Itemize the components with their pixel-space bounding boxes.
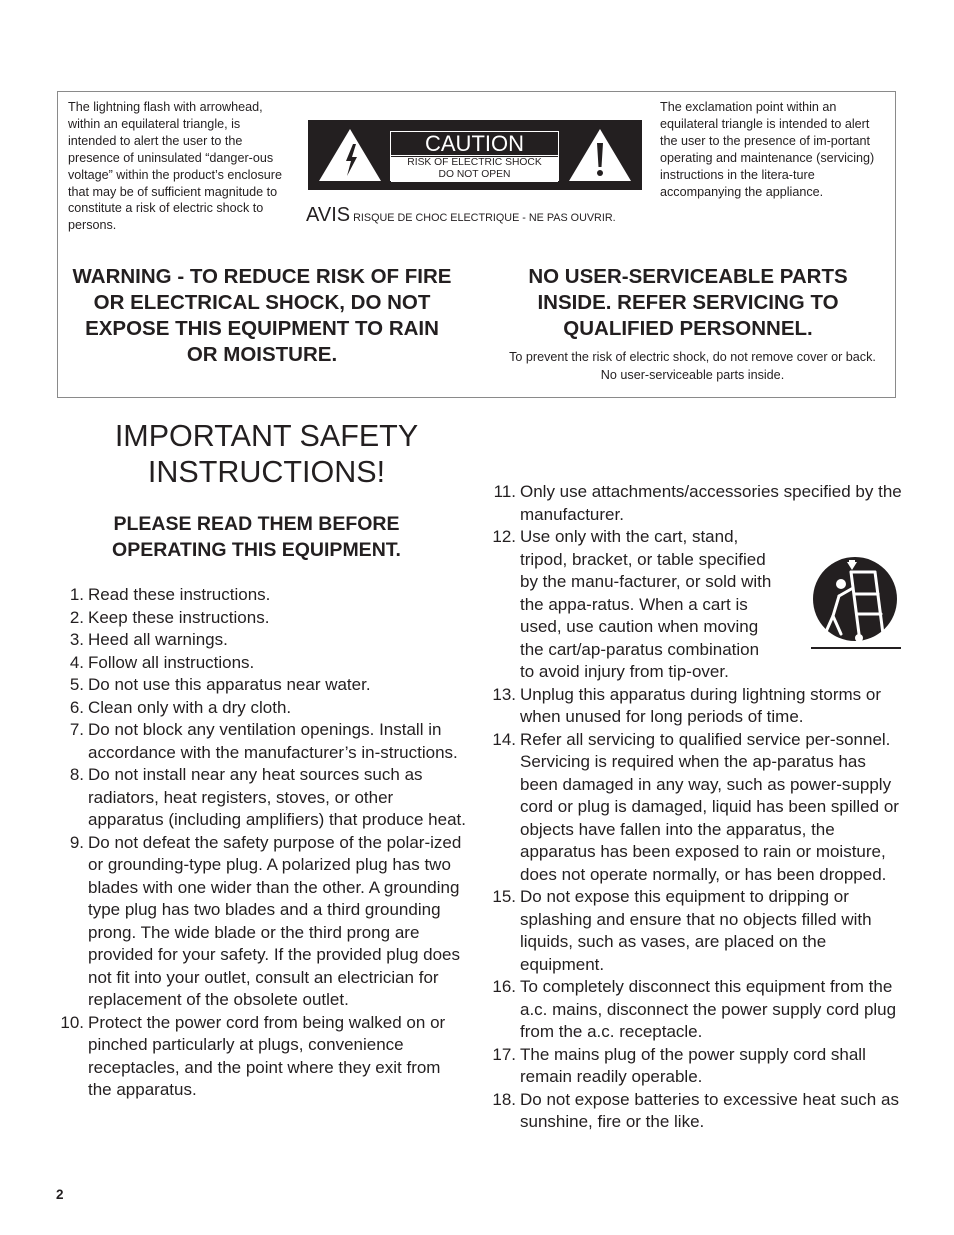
instruction-text: Do not defeat the safety purpose of the polar-ized or grounding-type plug. A polarized plug has two blades with one wider than the other. A grounding type plug has two blades and a third grounding prong. The wide blade or the third prong are provided for your safety. If the provided plug does not fit into your outlet, consult an electrician for replacement of the obsolete outlet. <box>88 832 462 1009</box>
instruction-item <box>56 607 468 630</box>
instruction-text: To completely disconnect this equipment from the a.c. mains, disconnect the power supply cord plug from the a.c. receptacle. <box>520 977 897 1041</box>
instruction-item <box>488 1044 902 1089</box>
instruction-number: 5. <box>69 675 84 694</box>
instruction-number: 15. <box>492 887 516 906</box>
instruction-item <box>56 584 468 607</box>
caution-line-1: RISK OF ELECTRIC SHOCK <box>407 157 542 168</box>
instruction-number: 2. <box>69 607 84 627</box>
instruction-item <box>488 729 902 887</box>
instruction-text: Use only with the cart, stand, tripod, bracket, or table specified by the manu-facturer, or sold with the appa-ratus. When a cart is used, use caution when moving the cart/ap-paratus combination to avoid injury from tip-over. <box>520 527 772 681</box>
instruction-number: 10. <box>60 1012 84 1032</box>
instruction-number: 12. <box>492 527 516 546</box>
instruction-text: Heed all warnings. <box>88 630 228 649</box>
instruction-item <box>56 652 468 675</box>
instruction-text: Do not expose this equipment to dripping or splashing and ensure that no objects filled with liquids, such as vases, are placed on the equipment. <box>520 887 872 974</box>
moisture-warning-heading: WARNING - TO REDUCE RISK OF FIRE OR ELECTRICAL SHOCK, DO NOT EXPOSE THIS EQUIPMENT TO RAIN OR MOISTURE. <box>72 265 452 366</box>
instruction-item <box>488 684 902 729</box>
instruction-number: 14. <box>492 729 516 749</box>
page-title: IMPORTANT SAFETY INSTRUCTIONS! <box>114 419 419 489</box>
instruction-text: Keep these instructions. <box>88 607 270 627</box>
avis-label: AVIS <box>306 204 351 226</box>
instruction-item <box>488 886 902 976</box>
exclamation-symbol-note: The exclamation point within an equilateral triangle is intended to alert the user to the presence of im-portant operating and maintenance (servicing) instructions in the litera-ture accompanying the appliance. <box>660 100 875 199</box>
instruction-item <box>488 481 902 526</box>
instruction-text: Do not block any ventilation openings. Install in accordance with the manufacturer’s in-structions. <box>88 720 458 762</box>
instruction-text: Do not install near any heat sources such as radiators, heat registers, stoves, or other apparatus (including amplifiers) that produce heat. <box>88 765 466 829</box>
instruction-number: 3. <box>69 630 84 649</box>
instruction-number: 13. <box>492 684 516 704</box>
instruction-item <box>56 1012 468 1102</box>
instruction-number: 6. <box>69 697 84 717</box>
caution-line-2: DO NOT OPEN <box>438 168 511 180</box>
instruction-item <box>56 629 468 652</box>
instruction-text: Clean only with a dry cloth. <box>88 697 292 717</box>
instruction-number: 16. <box>492 977 516 996</box>
caution-label-panel <box>390 131 559 181</box>
instruction-number: 4. <box>69 652 84 672</box>
instruction-item <box>488 976 902 1044</box>
instruction-text: Unplug this apparatus during lightning storms or when unused for long periods of time. <box>520 684 881 726</box>
instruction-text: Refer all servicing to qualified service per-sonnel. Servicing is required when the ap-paratus has been damaged in any way, such as power-supply cord or plug is damaged, liquid has been spilled or objects have fallen into the apparatus, the apparatus has been exposed to rain or moisture, does not operate normally, or has been dropped. <box>520 729 899 884</box>
instruction-item <box>56 764 468 832</box>
caution-banner <box>308 120 642 190</box>
instruction-item <box>56 697 468 720</box>
avis-line <box>306 203 616 230</box>
instruction-text: Do not use this apparatus near water. <box>88 675 371 694</box>
caution-title: CAUTION <box>391 132 558 156</box>
instructions-list-left <box>56 584 468 1102</box>
instruction-text: Read these instructions. <box>88 585 271 604</box>
cart-tip-over-icon <box>811 554 901 652</box>
page-number: 2 <box>56 1187 64 1202</box>
page-subtitle: PLEASE READ THEM BEFORE OPERATING THIS EQUIPMENT. <box>112 513 401 561</box>
instruction-item <box>488 1089 902 1134</box>
no-serviceable-parts-heading: NO USER-SERVICEABLE PARTS INSIDE. REFER SERVICING TO QUALIFIED PERSONNEL. <box>528 265 848 340</box>
instruction-text: Protect the power cord from being walked on or pinched particularly at plugs, convenience receptacles, and the point where they exit from the apparatus. <box>88 1012 446 1099</box>
instruction-number: 1. <box>69 585 84 604</box>
instruction-number: 9. <box>69 832 84 852</box>
instruction-number: 17. <box>492 1044 516 1064</box>
avis-text: RISQUE DE CHOC ELECTRIQUE - NE PAS OUVRIR. <box>350 212 616 224</box>
lightning-symbol-note: The lightning flash with arrowhead, within an equilateral triangle, is intended to alert the user to the presence of uninsulated “danger-ous voltage” within the product’s enclosure that may be of sufficient magnitude to constitute a risk of electric shock to persons. <box>68 100 282 233</box>
electric-shock-note: To prevent the risk of electric shock, do not remove cover or back. No user-serviceable parts inside. <box>509 350 876 382</box>
instruction-text: Only use attachments/accessories specified by the manufacturer. <box>520 482 902 524</box>
exclamation-warning-icon <box>566 126 634 184</box>
instruction-text: The mains plug of the power supply cord shall remain readily operable. <box>520 1044 866 1086</box>
instruction-number: 11. <box>493 482 516 501</box>
instruction-number: 8. <box>69 765 84 784</box>
lightning-warning-icon <box>316 126 384 184</box>
instruction-text: Do not expose batteries to excessive heat such as sunshine, fire or the like. <box>520 1089 899 1131</box>
instruction-item <box>56 832 468 1012</box>
instruction-item <box>56 719 468 764</box>
instruction-number: 18. <box>492 1089 516 1109</box>
instruction-number: 7. <box>69 720 84 739</box>
instruction-item <box>56 674 468 697</box>
instruction-text: Follow all instructions. <box>88 652 255 672</box>
caution-subtext <box>391 157 558 182</box>
